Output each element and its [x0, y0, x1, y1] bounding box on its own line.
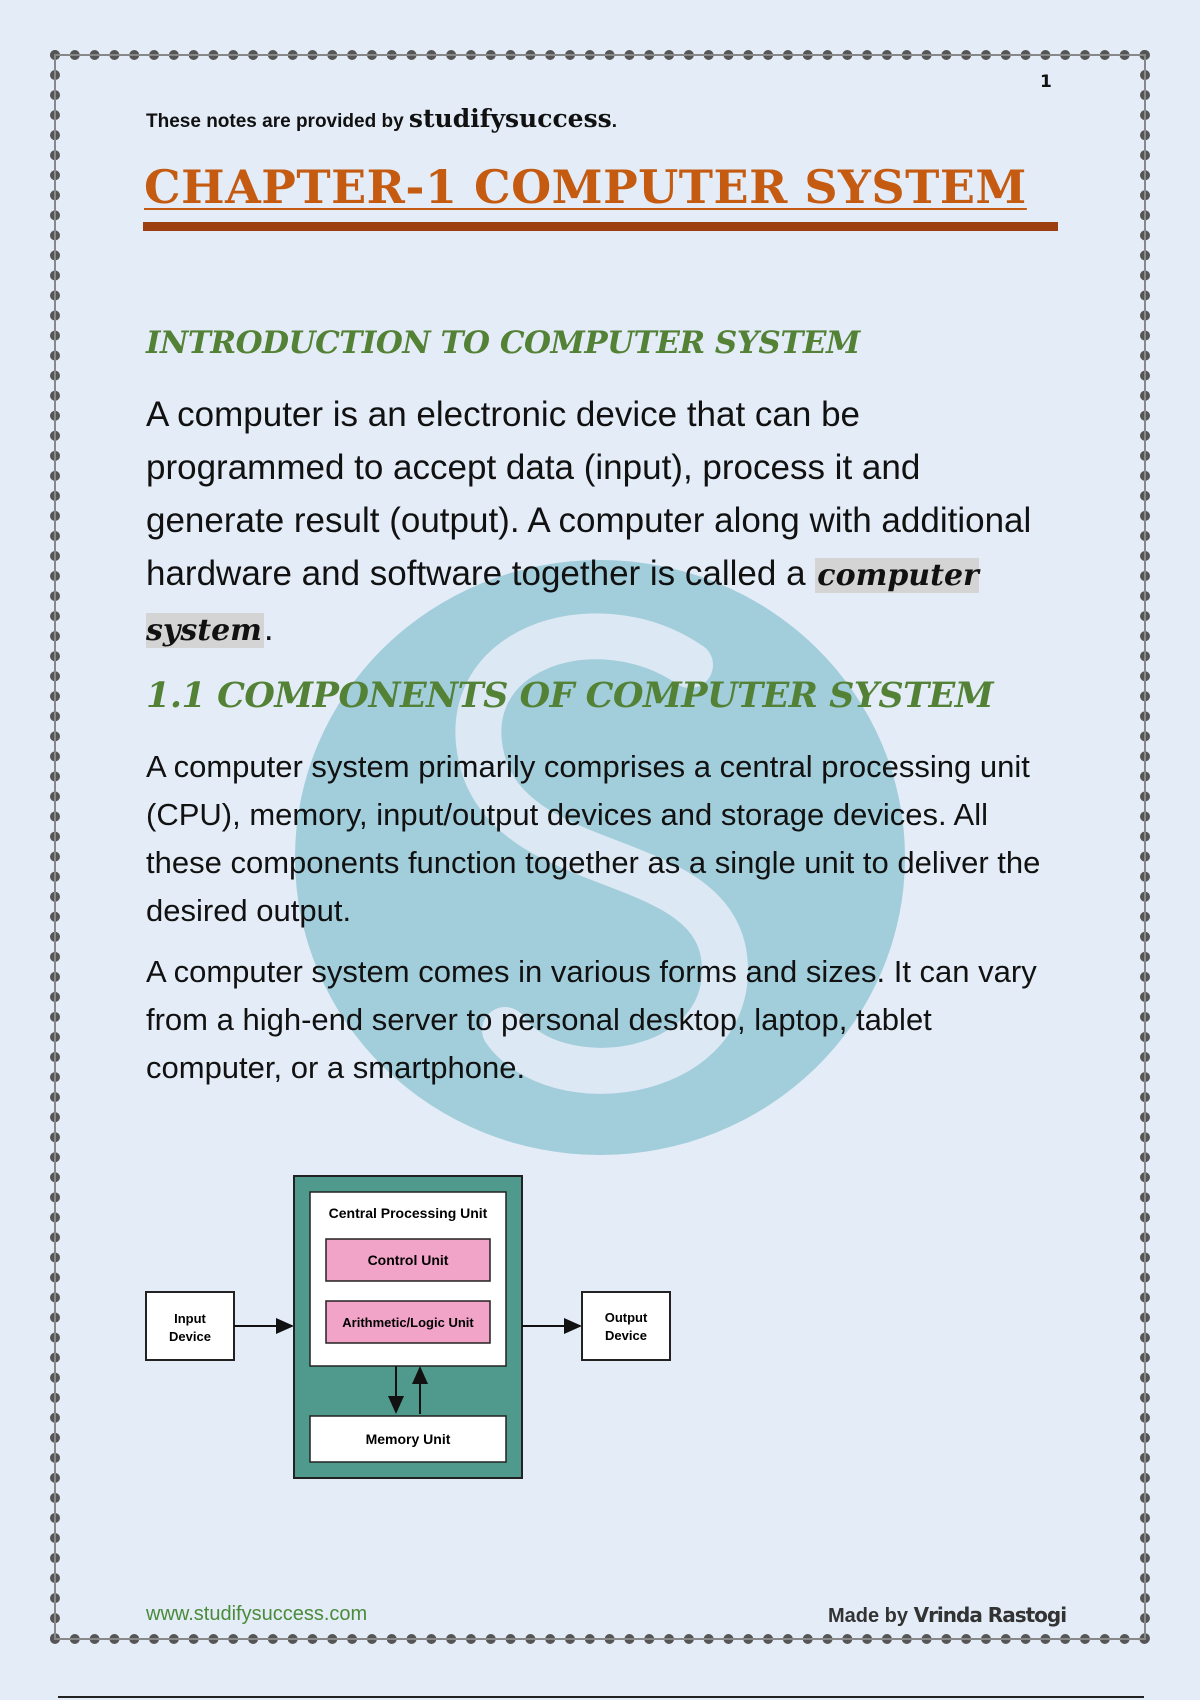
provider-prefix: These notes are provided by [146, 111, 404, 132]
provider-suffix: . [611, 111, 618, 132]
alu-label: Arithmetic/Logic Unit [342, 1315, 474, 1330]
page-number: 1 [1040, 72, 1052, 92]
intro-text: A computer is an electronic device that can be programmed to accept data (input), process it and generate result (output). A computer along with additional hardware and software together is called a [146, 395, 1032, 593]
components-paragraph-1: A computer system primarily comprises a central processing unit (CPU), memory, input/output devices and storage devices. All these components function together as a single unit to deliver the desired output. [146, 749, 1041, 928]
components-heading: 1.1 COMPONENTS OF COMPUTER SYSTEM [146, 675, 994, 716]
brand-name: studifysuccess [408, 104, 612, 133]
output-device-box [582, 1292, 670, 1360]
provider-line [146, 104, 617, 133]
input-device-label-2: Device [169, 1329, 211, 1344]
author-name: Vrinda Rastogi [913, 1603, 1067, 1627]
intro-term: computer system [146, 558, 979, 648]
intro-heading: INTRODUCTION TO COMPUTER SYSTEM [146, 325, 860, 361]
intro-term-end: . [263, 609, 274, 648]
chapter-title: CHAPTER-1 COMPUTER SYSTEM [144, 160, 1027, 214]
intro-paragraph [146, 388, 1046, 657]
bottom-rule [58, 1696, 1144, 1698]
input-device-label-1: Input [174, 1311, 206, 1326]
cpu-label: Central Processing Unit [328, 1205, 488, 1221]
title-rule [143, 222, 1058, 231]
components-paragraph-2: A computer system comes in various forms and sizes. It can vary from a high-end server to personal desktop, laptop, tablet computer, or a smartphone. [146, 954, 1037, 1085]
output-device-label-2: Device [605, 1328, 647, 1343]
credit-prefix: Made by [828, 1605, 909, 1627]
website-link[interactable]: www.studifysuccess.com [146, 1603, 368, 1625]
cpu-diagram [140, 1170, 680, 1480]
memory-unit-label: Memory Unit [365, 1431, 451, 1447]
author-credit [828, 1603, 1066, 1628]
output-device-label-1: Output [604, 1310, 648, 1325]
input-device-box [146, 1292, 234, 1360]
control-unit-label: Control Unit [367, 1252, 449, 1268]
